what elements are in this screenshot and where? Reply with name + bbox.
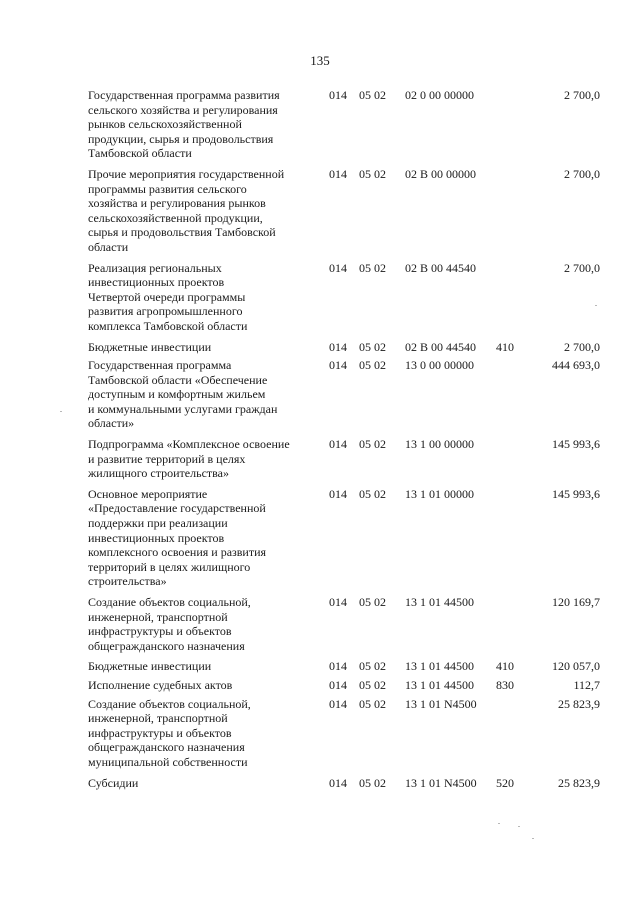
table-row [88, 678, 600, 693]
row-ved: 014 [329, 437, 347, 452]
row-expense-type: 830 [496, 677, 514, 692]
scan-speck [60, 411, 62, 412]
budget-table [88, 88, 600, 794]
row-target-code: 13 1 01 44500 [405, 595, 474, 609]
row-ved: 014 [329, 677, 347, 692]
row-target-code: 02 0 00 00000 [405, 88, 474, 102]
table-row [88, 261, 600, 334]
row-ved: 014 [329, 88, 347, 102]
row-ved: 014 [329, 595, 347, 609]
row-expense-type: 520 [496, 775, 514, 790]
row-target-code: 13 1 01 N4500 [405, 696, 477, 711]
row-name: Создание объектов социальной, инженерной, транспортной инфраструктуры и объектов общегражданского назначения муниципальной собственности [88, 696, 251, 769]
row-section: 05 02 [359, 486, 386, 501]
row-amount: 2 700,0 [564, 260, 600, 275]
scan-speck [532, 838, 534, 839]
scan-speck [595, 305, 597, 306]
row-section: 05 02 [359, 358, 386, 373]
row-ved: 014 [329, 775, 347, 790]
row-name: Основное мероприятие «Предоставление государственной поддержки при реализации инвестиционных проектов комплексного освоения и развития территорий в целях жилищного строительства» [88, 486, 267, 589]
table-row [88, 659, 600, 674]
table-row [88, 487, 600, 589]
row-name: Реализация региональных инвестиционных проектов Четвертой очереди программы развития агропромышленного комплекса Тамбовской области [88, 260, 248, 333]
row-expense-type: 410 [496, 659, 514, 674]
table-row [88, 776, 600, 791]
table-row [88, 167, 600, 255]
row-section: 05 02 [359, 437, 386, 452]
row-ved: 014 [329, 486, 347, 501]
row-ved: 014 [329, 339, 347, 354]
row-target-code: 13 1 01 00000 [405, 486, 474, 501]
row-name: Государственная программа Тамбовской области «Обеспечение доступным и комфортным жильем и коммунальными услугами граждан области» [88, 358, 278, 431]
row-amount: 2 700,0 [564, 166, 600, 181]
row-ved: 014 [329, 659, 347, 674]
table-row [88, 88, 600, 161]
row-section: 05 02 [359, 696, 386, 711]
row-name: Прочие мероприятия государственной программы развития сельского хозяйства и регулирования рынков сельскохозяйственной продукции, сырья и продовольствия Тамбовской области [88, 166, 285, 254]
row-name: Бюджетные инвестиции [88, 659, 212, 674]
row-amount: 112,7 [573, 677, 600, 692]
scan-speck [518, 826, 520, 827]
row-amount: 2 700,0 [564, 339, 600, 354]
row-target-code: 02 В 00 00000 [405, 166, 477, 181]
table-row [88, 340, 600, 355]
row-name: Подпрограмма «Комплексное освоение и развитие территорий в целях жилищного строительства» [88, 437, 290, 481]
row-section: 05 02 [359, 659, 386, 674]
table-row [88, 358, 600, 431]
row-name: Субсидии [88, 775, 139, 790]
row-amount: 25 823,9 [558, 775, 600, 790]
row-target-code: 13 0 00 00000 [405, 358, 474, 373]
row-section: 05 02 [359, 260, 386, 275]
row-section: 05 02 [359, 775, 386, 790]
row-amount: 25 823,9 [558, 696, 600, 711]
page-number: 135 [310, 53, 330, 68]
row-expense-type: 410 [496, 339, 514, 354]
row-amount: 444 693,0 [552, 358, 600, 373]
table-row [88, 595, 600, 653]
scan-speck [498, 823, 500, 824]
row-section: 05 02 [359, 677, 386, 692]
row-amount: 120 057,0 [552, 659, 600, 674]
row-amount: 145 993,6 [552, 486, 600, 501]
row-target-code: 13 1 00 00000 [405, 437, 474, 452]
row-section: 05 02 [359, 166, 386, 181]
row-name: Государственная программа развития сельского хозяйства и регулирования рынков сельскохозяйственной продукции, сырья и продовольствия Тамбовской области [88, 88, 280, 161]
row-target-code: 13 1 01 N4500 [405, 775, 477, 790]
row-amount: 120 169,7 [552, 595, 600, 609]
row-section: 05 02 [359, 339, 386, 354]
row-name: Создание объектов социальной, инженерной, транспортной инфраструктуры и объектов общегражданского назначения [88, 595, 251, 653]
row-ved: 014 [329, 166, 347, 181]
row-ved: 014 [329, 358, 347, 373]
row-amount: 2 700,0 [564, 88, 600, 102]
row-target-code: 02 В 00 44540 [405, 260, 477, 275]
row-target-code: 13 1 01 44500 [405, 659, 474, 674]
table-row [88, 697, 600, 770]
row-section: 05 02 [359, 595, 386, 609]
row-target-code: 02 В 00 44540 [405, 339, 477, 354]
row-name: Бюджетные инвестиции [88, 339, 212, 354]
row-name: Исполнение судебных актов [88, 677, 233, 692]
row-target-code: 13 1 01 44500 [405, 677, 474, 692]
row-amount: 145 993,6 [552, 437, 600, 452]
row-section: 05 02 [359, 88, 386, 102]
table-row [88, 437, 600, 481]
row-ved: 014 [329, 696, 347, 711]
row-ved: 014 [329, 260, 347, 275]
